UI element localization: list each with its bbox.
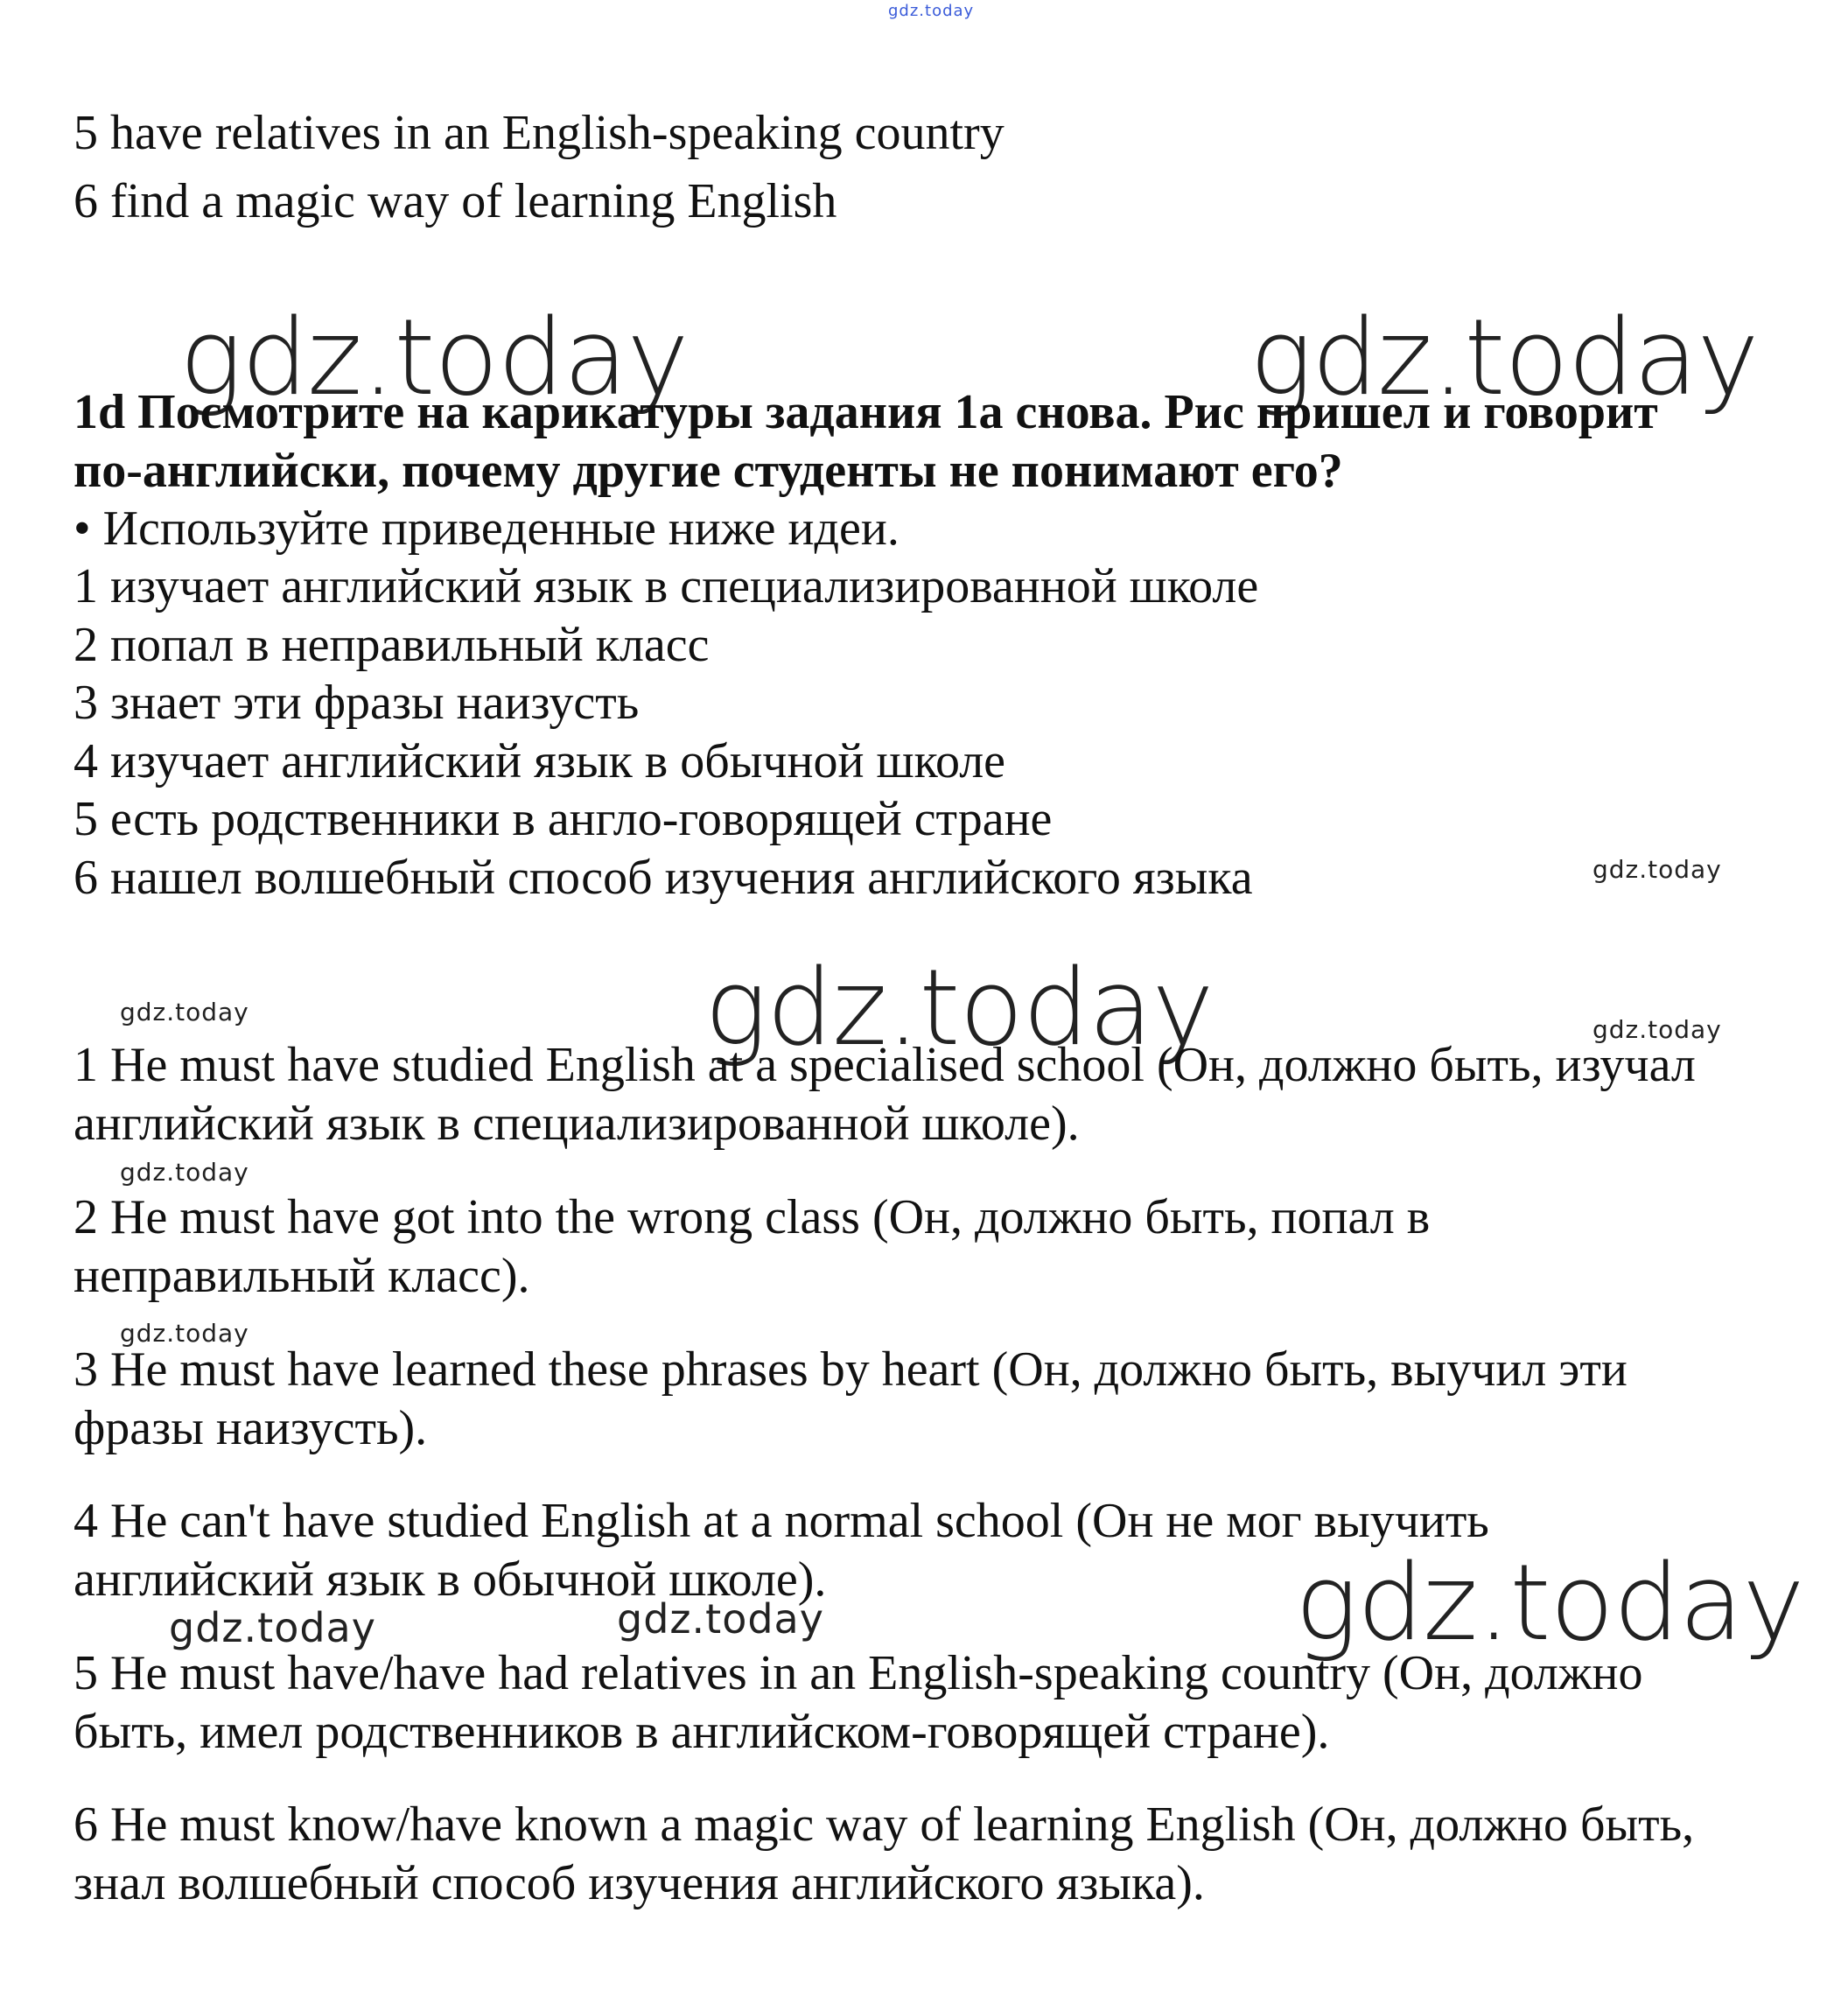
prev-list-item: 5 have relatives in an English-speaking country xyxy=(74,106,1004,160)
task-heading: по-английски, почему другие студенты не понимают его? xyxy=(74,444,1343,498)
watermark-small: gdz.today xyxy=(120,1319,249,1348)
answer-line: фразы наизусть). xyxy=(74,1401,428,1455)
watermark-large: gdz.today xyxy=(1295,1543,1804,1664)
task-item: 4 изучает английский язык в обычной школе xyxy=(74,734,1006,788)
answer-line: быть, имел родственников в английском-говорящей стране). xyxy=(74,1705,1330,1759)
task-item: 5 есть родственники в англо-говорящей стране xyxy=(74,792,1053,846)
task-heading: 1d Посмотрите на карикатуры задания 1a снова. Рис пришел и говорит xyxy=(74,385,1658,439)
task-instruction: • Используйте приведенные ниже идеи. xyxy=(74,501,900,556)
watermark-medium: gdz.today xyxy=(169,1604,376,1651)
answer-line: английский язык в обычной школе). xyxy=(74,1552,827,1607)
task-item: 3 знает эти фразы наизусть xyxy=(74,676,640,730)
watermark-top: gdz.today xyxy=(888,2,975,20)
answer-line: знал волшебный способ изучения английского языка). xyxy=(74,1856,1205,1910)
watermark-small: gdz.today xyxy=(120,998,249,1027)
watermark-small: gdz.today xyxy=(120,1158,249,1187)
answer-line: 2 He must have got into the wrong class (Он, должно быть, попал в xyxy=(74,1190,1431,1244)
answer-line: 6 He must know/have known a magic way of learning English (Он, должно быть, xyxy=(74,1797,1695,1852)
prev-list-item: 6 find a magic way of learning English xyxy=(74,174,837,228)
answer-line: 4 He can't have studied English at a normal school (Он не мог выучить xyxy=(74,1494,1489,1548)
answer-line: неправильный класс). xyxy=(74,1249,530,1303)
watermark-large: gdz.today xyxy=(704,948,1214,1069)
watermark-large: gdz.today xyxy=(1250,298,1759,419)
answer-line: 3 He must have learned these phrases by heart (Он, должно быть, выучил эти xyxy=(74,1342,1628,1397)
watermark-small: gdz.today xyxy=(1592,855,1722,884)
answer-line: английский язык в специализированной школе). xyxy=(74,1097,1080,1151)
answer-line: 1 He must have studied English at a specialised school (Он, должно быть, изучал xyxy=(74,1038,1696,1092)
task-item: 1 изучает английский язык в специализированной школе xyxy=(74,559,1259,613)
task-item: 6 нашел волшебный способ изучения английского языка xyxy=(74,851,1253,905)
watermark-small: gdz.today xyxy=(1592,1015,1722,1044)
watermark-large: gdz.today xyxy=(179,298,689,419)
answer-line: 5 He must have/have had relatives in an English-speaking country (Он, должно xyxy=(74,1646,1643,1700)
task-item: 2 попал в неправильный класс xyxy=(74,618,710,672)
watermark-medium: gdz.today xyxy=(617,1595,824,1643)
